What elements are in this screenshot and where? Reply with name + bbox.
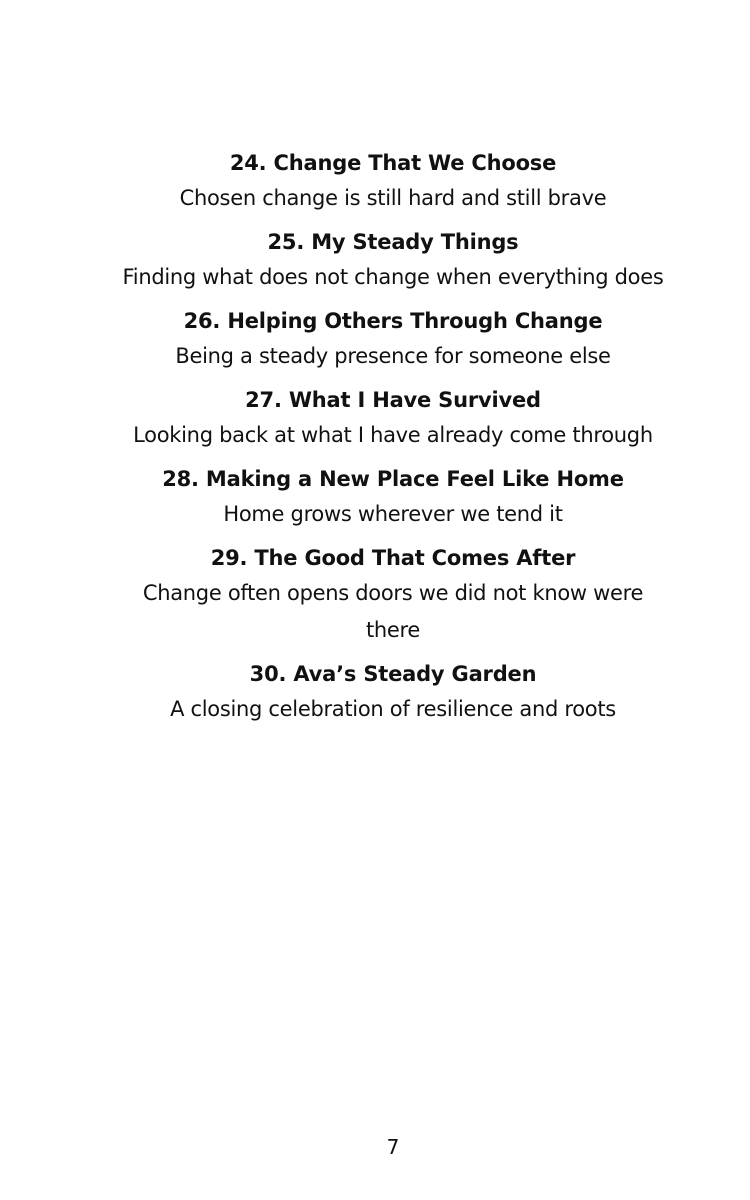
toc-entry-title: 29. The Good That Comes After: [210, 546, 576, 570]
toc-entry-title: 27. What I Have Survived: [245, 388, 541, 412]
toc-entry: [0, 225, 750, 296]
toc-entry-description: Looking back at what I have already come through: [133, 423, 653, 447]
toc-entry: [0, 304, 750, 375]
toc-entry-description: Home grows wherever we tend it: [223, 502, 563, 526]
page-number: 7: [386, 1135, 400, 1159]
toc-entry-description: Finding what does not change when everything does: [122, 265, 664, 289]
toc-entry-title: 25. My Steady Things: [267, 230, 519, 254]
table-of-contents: [0, 146, 750, 736]
toc-entry-description: Chosen change is still hard and still brave: [179, 186, 607, 210]
toc-entry-title: 24. Change That We Choose: [229, 151, 557, 175]
toc-entry: [0, 541, 750, 649]
toc-entry-description: Being a steady presence for someone else: [175, 344, 611, 368]
toc-entry-description: A closing celebration of resilience and roots: [170, 697, 616, 721]
toc-entry-title: 28. Making a New Place Feel Like Home: [162, 467, 624, 491]
toc-entry: [0, 383, 750, 454]
toc-entry-title: 26. Helping Others Through Change: [183, 309, 603, 333]
toc-entry-title: 30. Ava’s Steady Garden: [249, 662, 537, 686]
toc-entry: [0, 657, 750, 728]
toc-entry-description: Change often opens doors we did not know were there: [142, 581, 644, 642]
toc-entry: [0, 146, 750, 217]
toc-entry: [0, 462, 750, 533]
